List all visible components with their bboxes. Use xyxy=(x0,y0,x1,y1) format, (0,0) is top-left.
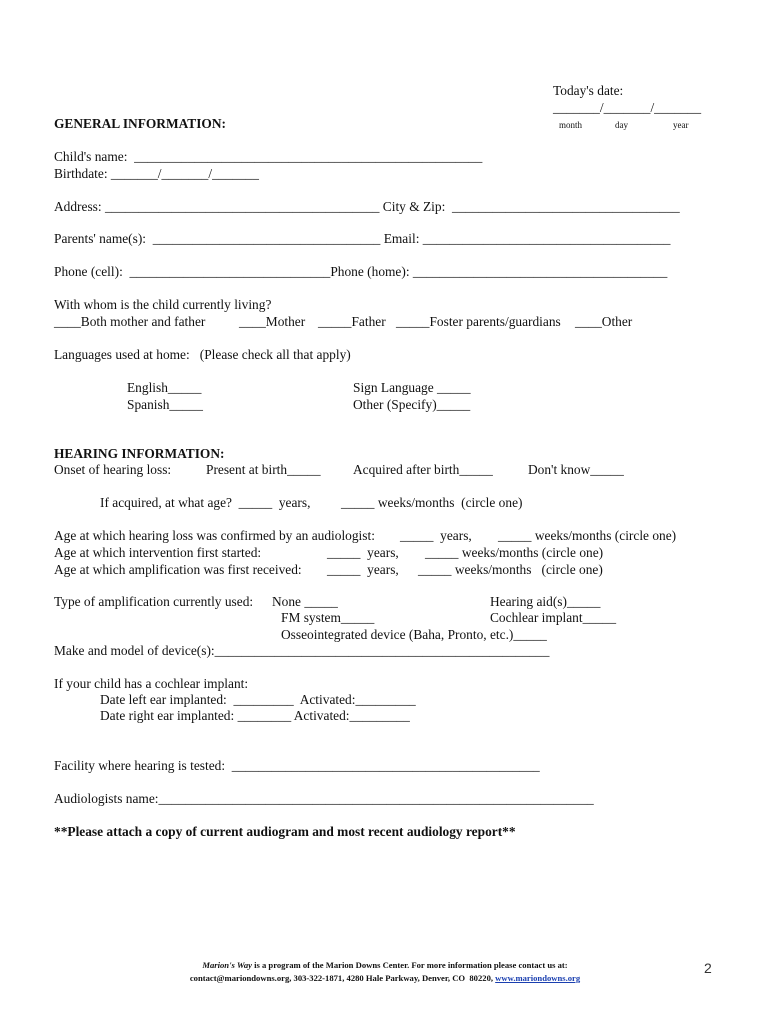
todays-date-label: Today's date: xyxy=(553,83,624,98)
child-name-field[interactable]: Child's name: ____________________________________________________ xyxy=(54,149,483,164)
confirmed-weeks-months-field[interactable]: _____ weeks/months (circle one) xyxy=(498,528,677,543)
acquired-age-field[interactable]: If acquired, at what age? _____ years, xyxy=(100,495,311,510)
confirmed-age-label: Age at which hearing loss was confirmed by an audiologist: xyxy=(54,528,375,543)
page-number: 2 xyxy=(704,960,712,976)
intervention-age-label: Age at which intervention first started: xyxy=(54,545,262,560)
right-ear-field[interactable]: Date right ear implanted: ________ Activated:_________ xyxy=(100,708,410,723)
confirmed-years-field[interactable]: _____ years, xyxy=(400,528,472,543)
amplification-cochlear-option[interactable]: Cochlear implant_____ xyxy=(490,610,617,625)
facility-field[interactable]: Facility where hearing is tested: ______________________________________________ xyxy=(54,758,540,773)
language-other[interactable]: Other (Specify)_____ xyxy=(353,397,471,412)
day-caption: day xyxy=(615,120,628,130)
living-option-both[interactable]: ____Both mother and father xyxy=(54,314,206,329)
attach-note: **Please attach a copy of current audiogram and most recent audiology report** xyxy=(54,824,516,839)
onset-option-acquired[interactable]: Acquired after birth_____ xyxy=(353,462,493,477)
acquired-weeks-months-field[interactable]: _____ weeks/months (circle one) xyxy=(341,495,523,510)
program-name: Marion's Way xyxy=(202,960,252,970)
onset-option-birth[interactable]: Present at birth_____ xyxy=(206,462,321,477)
amplification-years-field[interactable]: _____ years, xyxy=(327,562,399,577)
intervention-years-field[interactable]: _____ years, xyxy=(327,545,399,560)
birthdate-field[interactable]: Birthdate: _______/_______/_______ xyxy=(54,166,259,181)
living-question: With whom is the child currently living? xyxy=(54,297,272,312)
language-english[interactable]: English_____ xyxy=(127,380,202,395)
address-field[interactable]: Address: _________________________________________ City & Zip: __________________________________ xyxy=(54,199,680,214)
onset-label: Onset of hearing loss: xyxy=(54,462,172,477)
onset-option-unknown[interactable]: Don't know_____ xyxy=(528,462,624,477)
make-model-field[interactable]: Make and model of device(s):__________________________________________________ xyxy=(54,643,550,658)
living-option-father[interactable]: _____Father xyxy=(318,314,386,329)
amplification-hearing-aid-option[interactable]: Hearing aid(s)_____ xyxy=(490,594,601,609)
phone-field[interactable]: Phone (cell): ______________________________Phone (home): ______________________________________ xyxy=(54,264,668,279)
footer-contact: contact@mariondowns.org, 303-322-1871, 4280 Hale Parkway, Denver, CO 80220, xyxy=(189,973,496,983)
left-ear-field[interactable]: Date left ear implanted: _________ Activated:_________ xyxy=(100,692,416,707)
footer-line-1 xyxy=(0,959,770,971)
amplification-type-label: Type of amplification currently used: xyxy=(54,594,254,609)
languages-question: Languages used at home: (Please check all that apply) xyxy=(54,347,351,362)
month-caption: month xyxy=(559,120,583,130)
living-option-mother[interactable]: ____Mother xyxy=(239,314,306,329)
amplification-weeks-months-field[interactable]: _____ weeks/months (circle one) xyxy=(418,562,603,577)
year-caption: year xyxy=(673,120,689,130)
language-spanish[interactable]: Spanish_____ xyxy=(127,397,203,412)
footer-line-1-text: is a program of the Marion Downs Center. For more information please contact us at: xyxy=(251,960,568,970)
amplification-none-option[interactable]: None _____ xyxy=(272,594,338,609)
parents-field[interactable]: Parents' name(s): __________________________________ Email: _____________________________________ xyxy=(54,231,671,246)
amplification-osseo-option[interactable]: Osseointegrated device (Baha, Pronto, etc.)_____ xyxy=(281,627,547,642)
living-option-foster[interactable]: _____Foster parents/guardians xyxy=(396,314,561,329)
intervention-weeks-months-field[interactable]: _____ weeks/months (circle one) xyxy=(425,545,604,560)
hearing-info-heading: HEARING INFORMATION: xyxy=(54,446,225,461)
general-info-heading: GENERAL INFORMATION: xyxy=(54,116,226,131)
amplification-age-label: Age at which amplification was first received: xyxy=(54,562,302,577)
footer-line-2 xyxy=(0,972,770,984)
website-link[interactable]: www.mariondowns.org xyxy=(495,973,581,983)
living-option-other[interactable]: ____Other xyxy=(575,314,633,329)
audiologists-field[interactable]: Audiologists name:_________________________________________________________________ xyxy=(54,791,594,806)
amplification-fm-option[interactable]: FM system_____ xyxy=(281,610,375,625)
cochlear-question: If your child has a cochlear implant: xyxy=(54,676,249,691)
language-sign[interactable]: Sign Language _____ xyxy=(353,380,471,395)
todays-date-field[interactable]: _______/_______/_______ xyxy=(553,100,702,115)
